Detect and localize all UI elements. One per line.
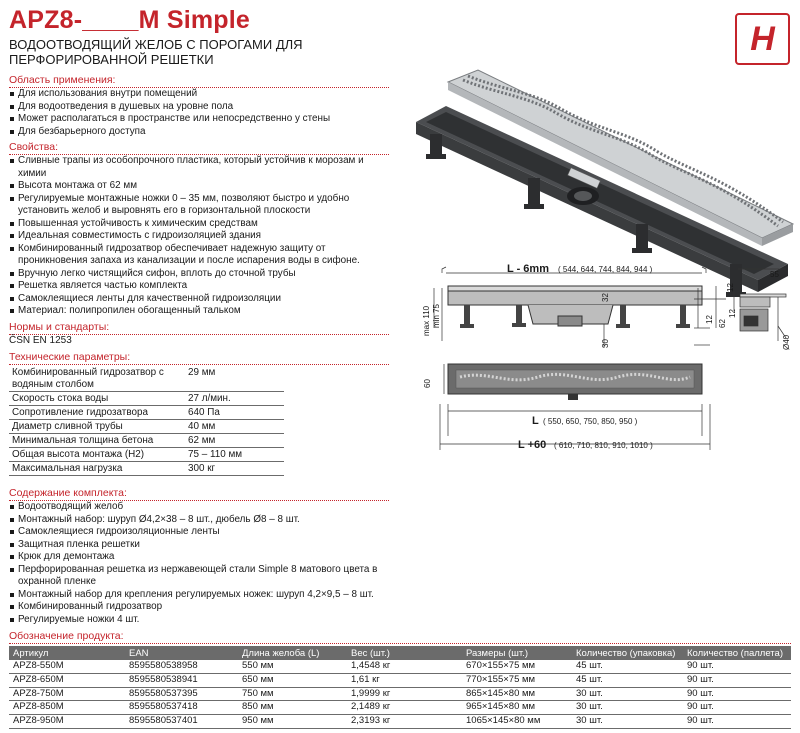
dim-max110: max 110 bbox=[422, 305, 431, 336]
table-row bbox=[9, 701, 791, 715]
list-item: Регулируемые ножки 4 шт. bbox=[9, 614, 389, 627]
dim-len-top-values: ( 544, 644, 744, 844, 944 ) bbox=[558, 265, 653, 274]
page-title: APZ8-____M Simple bbox=[9, 6, 250, 34]
application-list bbox=[9, 88, 389, 138]
dim-d40: Ø40 bbox=[782, 334, 791, 350]
cell-qty-pack: 30 шт. bbox=[572, 701, 683, 715]
list-item: Самоклеящиеся ленты для качественной гидроизоляции bbox=[9, 293, 389, 306]
dim-12c: 12 bbox=[728, 309, 737, 318]
table-row bbox=[9, 462, 284, 476]
list-item: Комбинированный гидрозатвор обеспечивает надежную защиту от проникновения запаха из канализации и после испарения воды в сифоне. bbox=[9, 243, 389, 268]
param-name: Скорость стока воды bbox=[9, 392, 185, 406]
cell-qty-pack: 45 шт. bbox=[572, 660, 683, 673]
tech-title: Технические параметры: bbox=[9, 351, 389, 365]
table-row bbox=[9, 392, 284, 406]
param-name: Минимальная толщина бетона bbox=[9, 434, 185, 448]
cell-ean: 8595580538941 bbox=[125, 673, 238, 687]
left-column bbox=[9, 72, 389, 626]
list-item: Для безбарьерного доступа bbox=[9, 126, 389, 139]
cell-qty-pallet: 90 шт. bbox=[683, 687, 791, 701]
page-subtitle: ВОДООТВОДЯЩИЙ ЖЕЛОБ С ПОРОГАМИ ДЛЯ ПЕРФОРИРОВАННОЙ РЕШЕТКИ bbox=[9, 37, 303, 67]
cell-length: 550 мм bbox=[238, 660, 347, 673]
param-value: 29 мм bbox=[185, 366, 284, 392]
list-item: Идеальная совместимость с гидроизоляцией здания bbox=[9, 230, 389, 243]
param-name: Комбинированный гидрозатвор с водяным столбом bbox=[9, 366, 185, 392]
category-badge: H bbox=[735, 13, 790, 65]
param-value: 27 л/мин. bbox=[185, 392, 284, 406]
technical-drawing bbox=[408, 66, 800, 466]
cell-qty-pallet: 90 шт. bbox=[683, 673, 791, 687]
dim-len-mid-values: ( 550, 650, 750, 850, 950 ) bbox=[543, 417, 638, 426]
list-item: Самоклеящиеся гидроизоляционные ленты bbox=[9, 526, 389, 539]
list-item: Для использования внутри помещений bbox=[9, 88, 389, 101]
cell-ean: 8595580538958 bbox=[125, 660, 238, 673]
contents-title: Содержание комплекта: bbox=[9, 487, 389, 501]
table-row bbox=[9, 406, 284, 420]
list-item: Высота монтажа от 62 мм bbox=[9, 180, 389, 193]
cell-length: 950 мм bbox=[238, 715, 347, 729]
table-row bbox=[9, 687, 791, 701]
cell-size: 965×145×80 мм bbox=[462, 701, 572, 715]
cell-qty-pack: 30 шт. bbox=[572, 687, 683, 701]
top-view bbox=[440, 364, 710, 450]
col-header: Длина желоба (L) bbox=[238, 646, 347, 660]
cell-weight: 1,61 кг bbox=[347, 673, 462, 687]
list-item: Решетка является частью комплекта bbox=[9, 280, 389, 293]
cell-ean: 8595580537401 bbox=[125, 715, 238, 729]
table-row bbox=[9, 420, 284, 434]
cell-qty-pack: 30 шт. bbox=[572, 715, 683, 729]
cell-weight: 1,9999 кг bbox=[347, 687, 462, 701]
param-value: 40 мм bbox=[185, 420, 284, 434]
param-name: Сопротивление гидрозатвора bbox=[9, 406, 185, 420]
properties-list bbox=[9, 155, 389, 318]
list-item: Крюк для демонтажа bbox=[9, 551, 389, 564]
products-table bbox=[9, 646, 791, 729]
products-section bbox=[9, 628, 791, 729]
contents-list bbox=[9, 501, 389, 626]
cell-weight: 2,3193 кг bbox=[347, 715, 462, 729]
dim-len-bottom-label: L +60 bbox=[518, 439, 547, 451]
param-name: Диаметр сливной трубы bbox=[9, 420, 185, 434]
table-row bbox=[9, 434, 284, 448]
norms-title: Нормы и стандарты: bbox=[9, 321, 389, 335]
dim-30: 30 bbox=[601, 339, 610, 348]
products-title: Обозначение продукта: bbox=[9, 630, 791, 644]
dim-len-mid-label: L bbox=[532, 415, 539, 427]
list-item: Комбинированный гидрозатвор bbox=[9, 601, 389, 614]
col-header: Количество (паллета) bbox=[683, 646, 791, 660]
drain-drawing-svg bbox=[408, 66, 800, 466]
cell-qty-pallet: 90 шт. bbox=[683, 715, 791, 729]
list-item: Защитная пленка решетки bbox=[9, 539, 389, 552]
dim-12b: 12 bbox=[726, 283, 735, 292]
list-item: Монтажный набор для крепления регулируемых ножек: шуруп 4,2×9,5 – 8 шт. bbox=[9, 589, 389, 602]
col-header: Размеры (шт.) bbox=[462, 646, 572, 660]
cell-article: APZ8-950M bbox=[9, 715, 125, 729]
param-name: Максимальная нагрузка bbox=[9, 462, 185, 476]
cell-qty-pallet: 90 шт. bbox=[683, 701, 791, 715]
col-header: Артикул bbox=[9, 646, 125, 660]
list-item: Для водоотведения в душевых на уровне пола bbox=[9, 101, 389, 114]
dim-62: 62 bbox=[718, 319, 727, 328]
dim-len-bottom-values: ( 610, 710, 810, 910, 1010 ) bbox=[554, 441, 653, 450]
table-row bbox=[9, 660, 791, 673]
cell-size: 670×155×75 мм bbox=[462, 660, 572, 673]
cell-length: 750 мм bbox=[238, 687, 347, 701]
norms-value: ČSN EN 1253 bbox=[9, 334, 72, 346]
dim-len-top-label: L - 6mm bbox=[507, 263, 549, 275]
col-header: EAN bbox=[125, 646, 238, 660]
cell-article: APZ8-850M bbox=[9, 701, 125, 715]
list-item: Вручную легко чистящийся сифон, вплоть до сточной трубы bbox=[9, 268, 389, 281]
cell-article: APZ8-550M bbox=[9, 660, 125, 673]
cell-qty-pallet: 90 шт. bbox=[683, 660, 791, 673]
list-item: Повышенная устойчивость к химическим средствам bbox=[9, 218, 389, 231]
cell-length: 650 мм bbox=[238, 673, 347, 687]
cell-article: APZ8-750M bbox=[9, 687, 125, 701]
list-item: Материал: полипропилен обогащенный тальком bbox=[9, 305, 389, 318]
list-item: Может располагаться в пространстве или непосредственно у стены bbox=[9, 113, 389, 126]
param-name: Общая высота монтажа (H2) bbox=[9, 448, 185, 462]
cell-size: 770×155×75 мм bbox=[462, 673, 572, 687]
dim-32: 32 bbox=[601, 293, 610, 302]
cell-length: 850 мм bbox=[238, 701, 347, 715]
list-item: Перфорированная решетка из нержавеющей стали Simple 8 матового цвета в охранной пленке bbox=[9, 564, 389, 589]
table-row bbox=[9, 715, 791, 729]
list-item: Регулируемые монтажные ножки 0 – 35 мм, позволяют быстро и удобно установить желоб и выровнять его в горизонтальной плоскости bbox=[9, 193, 389, 218]
cell-weight: 2,1489 кг bbox=[347, 701, 462, 715]
dim-55: 55 bbox=[770, 270, 779, 279]
cell-size: 865×145×80 мм bbox=[462, 687, 572, 701]
cell-qty-pack: 45 шт. bbox=[572, 673, 683, 687]
table-row bbox=[9, 673, 791, 687]
table-row bbox=[9, 366, 284, 392]
tech-params-table bbox=[9, 366, 284, 476]
col-header: Вес (шт.) bbox=[347, 646, 462, 660]
dim-12a: 12 bbox=[705, 315, 714, 324]
cell-ean: 8595580537418 bbox=[125, 701, 238, 715]
param-value: 62 мм bbox=[185, 434, 284, 448]
param-value: 640 Па bbox=[185, 406, 284, 420]
dim-60: 60 bbox=[423, 379, 432, 388]
param-value: 300 кг bbox=[185, 462, 284, 476]
product-illustration bbox=[416, 70, 793, 297]
list-item: Сливные трапы из особопрочного пластика, который устойчив к морозам и химии bbox=[9, 155, 389, 180]
list-item: Водоотводящий желоб bbox=[9, 501, 389, 514]
cell-size: 1065×145×80 мм bbox=[462, 715, 572, 729]
cell-article: APZ8-650M bbox=[9, 673, 125, 687]
col-header: Количество (упаковка) bbox=[572, 646, 683, 660]
table-header-row bbox=[9, 646, 791, 660]
application-title: Область применения: bbox=[9, 74, 389, 88]
cell-ean: 8595580537395 bbox=[125, 687, 238, 701]
dim-min75: min 75 bbox=[432, 303, 441, 328]
table-row bbox=[9, 448, 284, 462]
param-value: 75 – 110 мм bbox=[185, 448, 284, 462]
list-item: Монтажный набор: шуруп Ø4,2×38 – 8 шт., дюбель Ø8 – 8 шт. bbox=[9, 514, 389, 527]
side-view bbox=[434, 267, 726, 348]
properties-title: Свойства: bbox=[9, 141, 389, 155]
cell-weight: 1,4548 кг bbox=[347, 660, 462, 673]
